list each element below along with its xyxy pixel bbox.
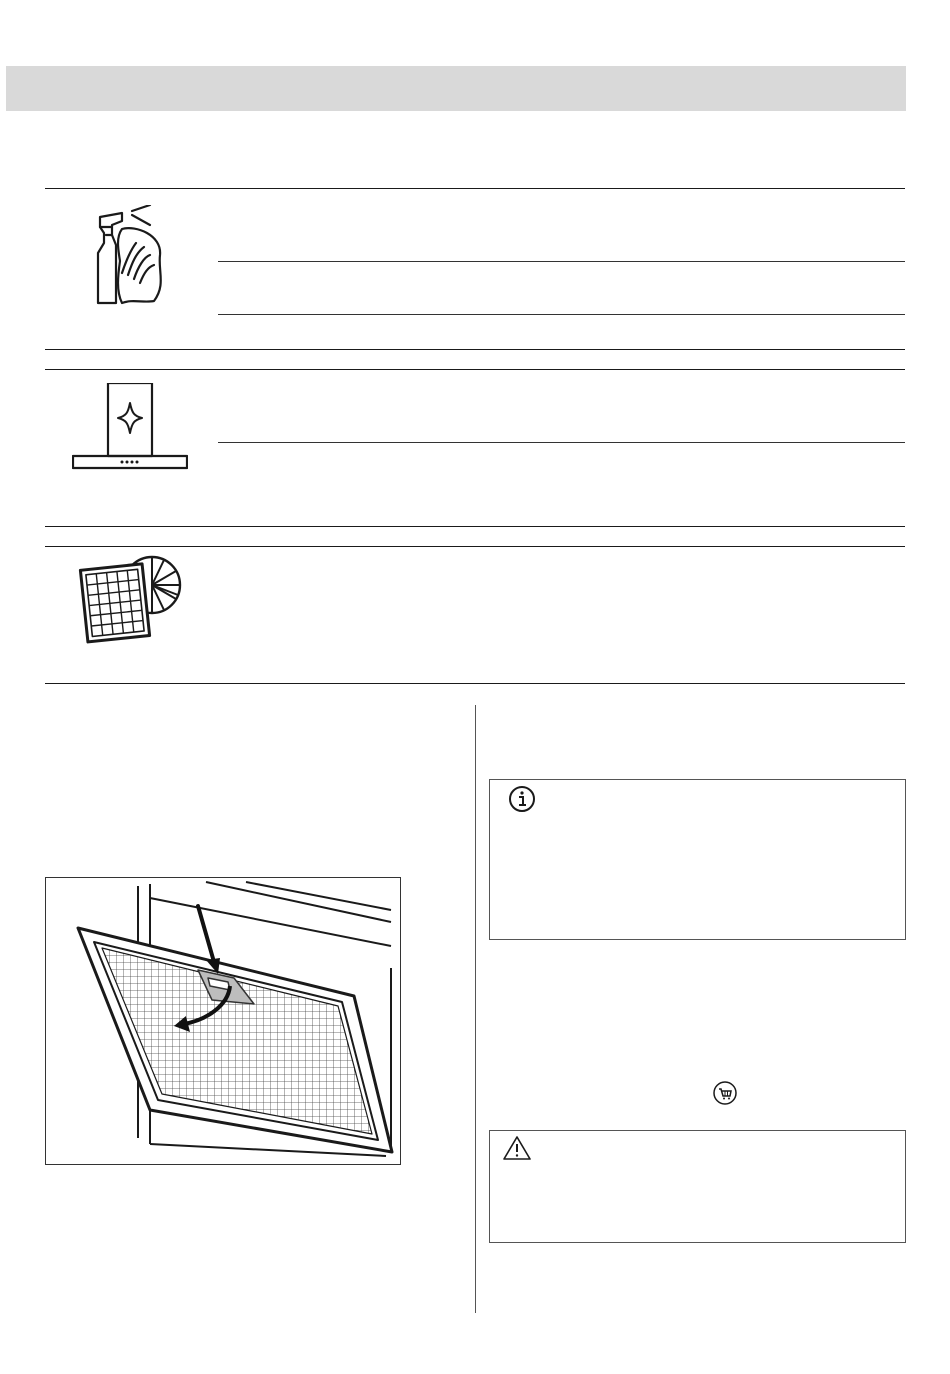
row1-bottom-rule — [45, 349, 905, 350]
grease-filter-removal-illustration — [45, 877, 401, 1165]
warning-note-box — [489, 1130, 906, 1243]
spray-bottle-cloth-icon — [92, 205, 164, 305]
row2-bottom-rule — [45, 526, 905, 527]
shopping-cart-icon — [713, 1081, 737, 1105]
row2-top-rule — [45, 369, 905, 370]
info-note-box — [489, 779, 906, 940]
warning-triangle-icon — [502, 1135, 532, 1161]
column-divider — [475, 705, 476, 1313]
row1-divider-a — [218, 261, 905, 262]
table-top-rule — [45, 188, 905, 189]
info-icon — [508, 785, 536, 813]
row3-top-rule — [45, 546, 905, 547]
grease-filter-fan-icon — [76, 555, 188, 649]
row1-divider-b — [218, 314, 905, 315]
cooker-hood-clean-icon — [72, 383, 188, 471]
header-banner — [6, 66, 906, 111]
row2-divider — [218, 442, 905, 443]
table-bottom-rule — [45, 683, 905, 684]
